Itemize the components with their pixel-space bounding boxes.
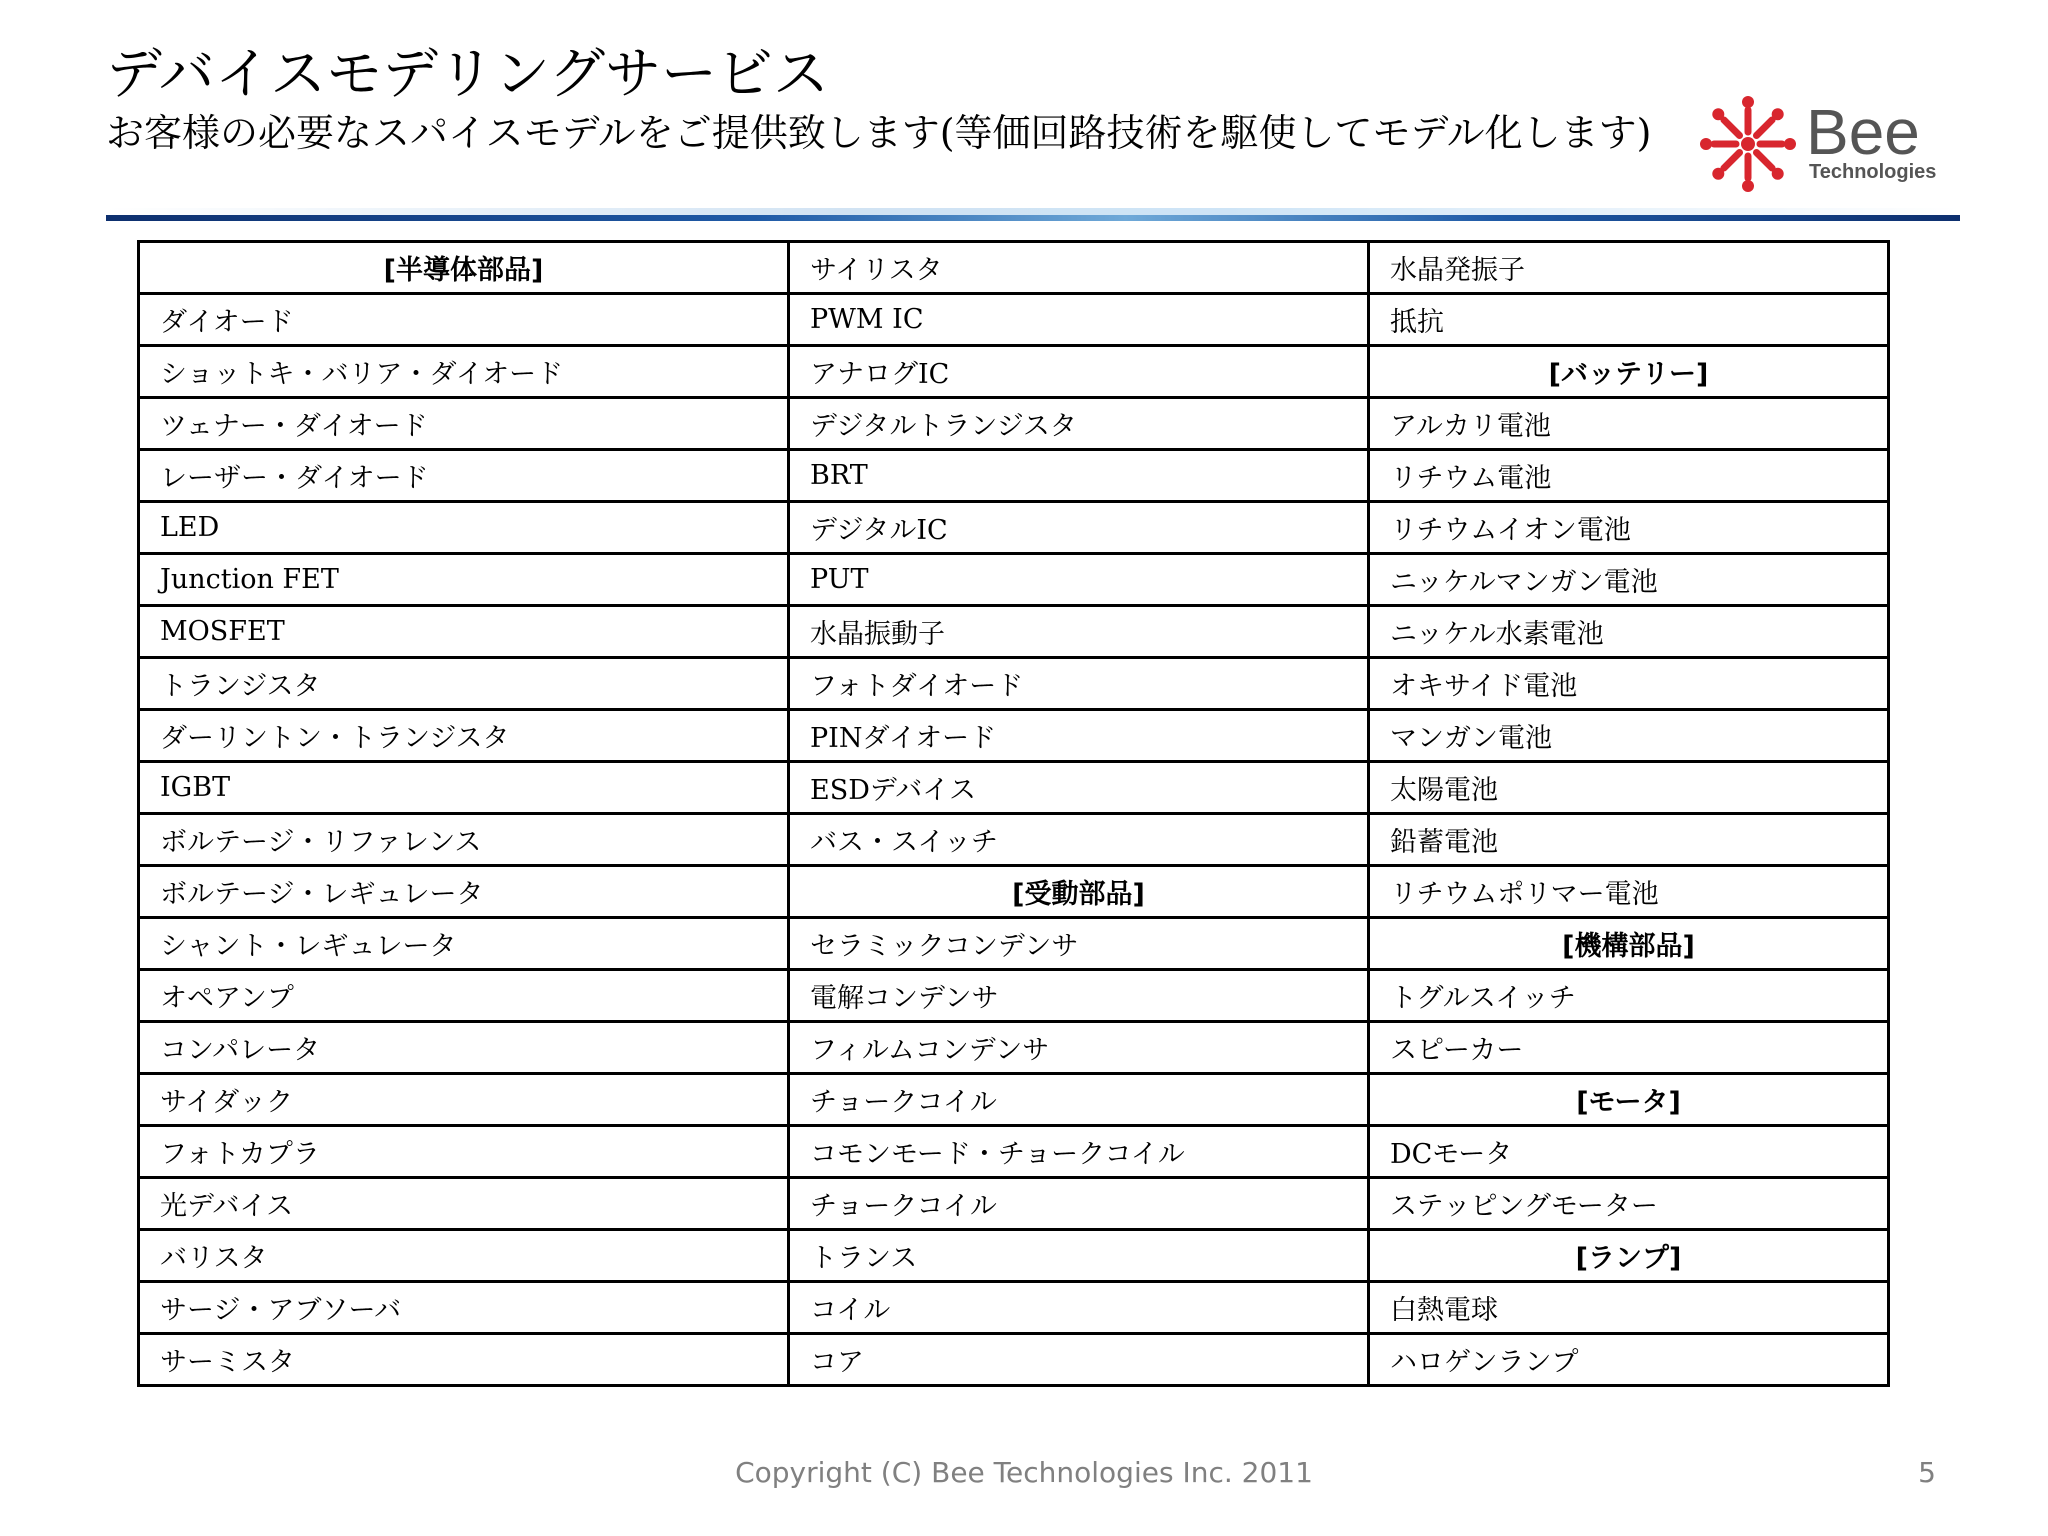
table-cell: オキサイド電池 [1369,658,1889,710]
category-header-cell: [バッテリー] [1369,346,1889,398]
table-cell: サイダック [139,1074,789,1126]
table-row [139,1334,1889,1386]
table-cell: アルカリ電池 [1369,398,1889,450]
table-row [139,1282,1889,1334]
table-cell: レーザー・ダイオード [139,450,789,502]
table-row [139,242,1889,294]
table-cell: ハロゲンランプ [1369,1334,1889,1386]
table-row [139,970,1889,1022]
table-cell: ニッケルマンガン電池 [1369,554,1889,606]
table-row [139,1126,1889,1178]
table-cell: PWM IC [789,294,1369,346]
table-cell: 白熱電球 [1369,1282,1889,1334]
table-row [139,554,1889,606]
table-row [139,918,1889,970]
table-cell: 光デバイス [139,1178,789,1230]
table-cell: コイル [789,1282,1369,1334]
table-cell: リチウムイオン電池 [1369,502,1889,554]
table-cell: トランス [789,1230,1369,1282]
table-row [139,502,1889,554]
table-cell: ショットキ・バリア・ダイオード [139,346,789,398]
table-cell: デジタルトランジスタ [789,398,1369,450]
table-cell: ダイオード [139,294,789,346]
table-cell: チョークコイル [789,1178,1369,1230]
company-logo [1700,92,1970,192]
copyright-notice: Copyright (C) Bee Technologies Inc. 2011 [735,1456,1313,1489]
table-cell: ダーリントン・トランジスタ [139,710,789,762]
bee-logo-icon [1700,92,1970,192]
table-cell: 電解コンデンサ [789,970,1369,1022]
slide-title: デバイスモデリングサービス [106,42,829,107]
table-cell: アナログIC [789,346,1369,398]
table-cell: 水晶振動子 [789,606,1369,658]
table-cell: フォトダイオード [789,658,1369,710]
table-cell: 抵抗 [1369,294,1889,346]
table-cell: オペアンプ [139,970,789,1022]
table-cell: トランジスタ [139,658,789,710]
header-divider-glow [106,208,1960,215]
category-header-cell: [受動部品] [789,866,1369,918]
table-cell: BRT [789,450,1369,502]
logo-wordmark: Bee [1806,96,1920,168]
category-header-cell: [機構部品] [1369,918,1889,970]
table-cell: スピーカー [1369,1022,1889,1074]
category-header-cell: [モータ] [1369,1074,1889,1126]
table-cell: MOSFET [139,606,789,658]
table-cell: IGBT [139,762,789,814]
table-cell: フォトカプラ [139,1126,789,1178]
slide-subtitle: お客様の必要なスパイスモデルをご提供致します(等価回路技術を駆使してモデル化します) [106,111,1652,155]
table-row [139,294,1889,346]
table-cell: 太陽電池 [1369,762,1889,814]
table-cell: サージ・アブソーバ [139,1282,789,1334]
logo-subtext: Technologies [1809,161,1937,183]
table-row [139,606,1889,658]
table-row [139,762,1889,814]
category-header-cell: [半導体部品] [139,242,789,294]
table-cell: チョークコイル [789,1074,1369,1126]
table-cell: ボルテージ・レギュレータ [139,866,789,918]
table-cell: PINダイオード [789,710,1369,762]
header-divider [106,215,1960,221]
table-row [139,1178,1889,1230]
table-cell: ボルテージ・リファレンス [139,814,789,866]
table-cell: シャント・レギュレータ [139,918,789,970]
table-cell: ESDデバイス [789,762,1369,814]
table-cell: PUT [789,554,1369,606]
table-cell: Junction FET [139,554,789,606]
table-cell: リチウムポリマー電池 [1369,866,1889,918]
table-row [139,710,1889,762]
page-number: 5 [1918,1456,1936,1489]
category-header-cell: [ランプ] [1369,1230,1889,1282]
table-row [139,398,1889,450]
table-row [139,450,1889,502]
table-row [139,1230,1889,1282]
table-cell: コンパレータ [139,1022,789,1074]
table-row [139,346,1889,398]
table-cell: コモンモード・チョークコイル [789,1126,1369,1178]
table-cell: ニッケル水素電池 [1369,606,1889,658]
table-cell: ステッピングモーター [1369,1178,1889,1230]
table-row [139,1074,1889,1126]
table-cell: ツェナー・ダイオード [139,398,789,450]
device-model-table [137,240,1890,1387]
table-cell: サーミスタ [139,1334,789,1386]
table-row [139,814,1889,866]
table-cell: 水晶発振子 [1369,242,1889,294]
table-cell: コア [789,1334,1369,1386]
table-cell: バリスタ [139,1230,789,1282]
table-row [139,658,1889,710]
table-cell: デジタルIC [789,502,1369,554]
table-cell: DCモータ [1369,1126,1889,1178]
table-cell: フィルムコンデンサ [789,1022,1369,1074]
table-cell: サイリスタ [789,242,1369,294]
table-cell: バス・スイッチ [789,814,1369,866]
table-cell: リチウム電池 [1369,450,1889,502]
table-cell: マンガン電池 [1369,710,1889,762]
table-cell: LED [139,502,789,554]
table-row [139,866,1889,918]
table-row [139,1022,1889,1074]
table-cell: セラミックコンデンサ [789,918,1369,970]
table-cell: トグルスイッチ [1369,970,1889,1022]
table-cell: 鉛蓄電池 [1369,814,1889,866]
